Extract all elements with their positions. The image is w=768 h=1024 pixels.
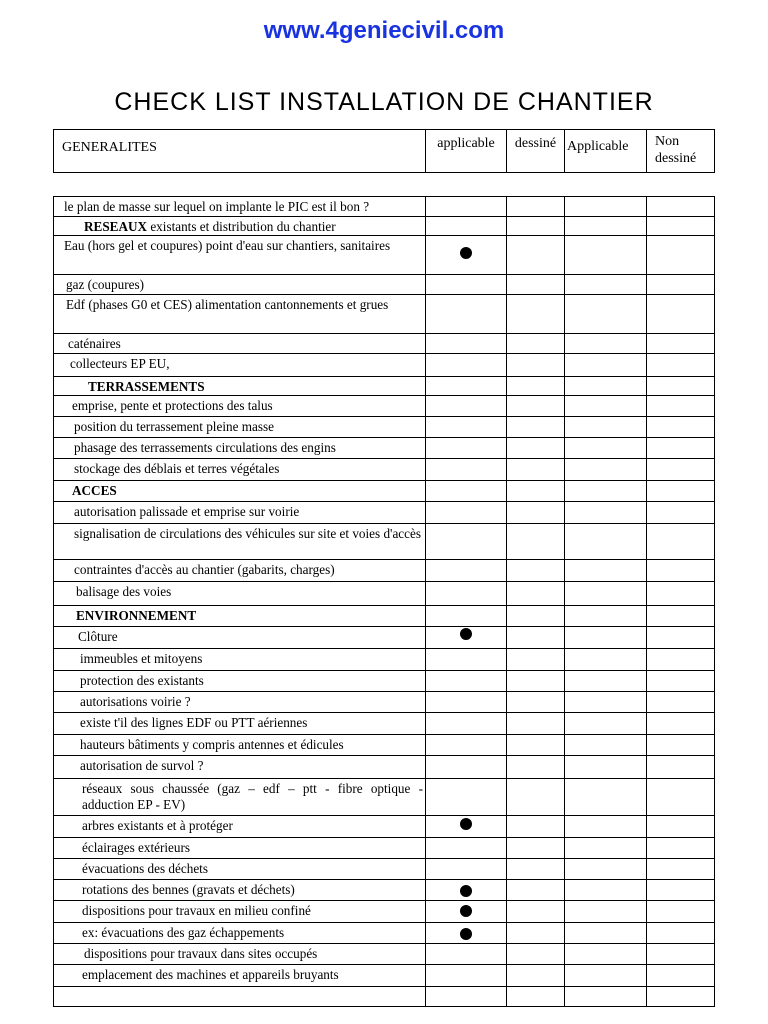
applicable-2-cell[interactable] bbox=[565, 417, 647, 438]
checklist-item-label: autorisation palissade et emprise sur voirie bbox=[54, 502, 426, 524]
non-dessine-cell[interactable] bbox=[647, 459, 715, 481]
header-dessine: dessiné bbox=[507, 130, 565, 173]
applicable-2-cell[interactable] bbox=[565, 560, 647, 582]
dessine-cell[interactable] bbox=[507, 692, 565, 713]
non-dessine-cell[interactable] bbox=[647, 944, 715, 965]
checklist-item-label: arbres existants et à protéger bbox=[54, 816, 426, 838]
dessine-cell[interactable] bbox=[507, 217, 565, 236]
checklist-row bbox=[54, 417, 715, 438]
applicable-2-cell[interactable] bbox=[565, 692, 647, 713]
applicable-cell[interactable] bbox=[426, 816, 507, 838]
applicable-cell[interactable] bbox=[426, 295, 507, 334]
dessine-cell[interactable] bbox=[507, 606, 565, 627]
applicable-2-cell[interactable] bbox=[565, 779, 647, 816]
header-non-label: Non bbox=[655, 134, 680, 149]
non-dessine-cell[interactable] bbox=[647, 524, 715, 560]
non-dessine-cell[interactable] bbox=[647, 560, 715, 582]
checklist-body bbox=[54, 197, 715, 1007]
applicable-2-cell[interactable] bbox=[565, 859, 647, 880]
non-dessine-cell[interactable] bbox=[647, 197, 715, 217]
non-dessine-cell[interactable] bbox=[647, 735, 715, 756]
dessine-cell[interactable] bbox=[507, 838, 565, 859]
non-dessine-cell[interactable] bbox=[647, 377, 715, 396]
non-dessine-cell[interactable] bbox=[647, 627, 715, 649]
section-heading: RESEAUX bbox=[84, 219, 148, 234]
dessine-cell[interactable] bbox=[507, 459, 565, 481]
checklist-item-label: ex: évacuations des gaz échappements bbox=[54, 923, 426, 944]
applicable-2-cell[interactable] bbox=[565, 502, 647, 524]
checklist-item-label: contraintes d'accès au chantier (gabarits, charges) bbox=[54, 560, 426, 582]
document-title: CHECK LIST INSTALLATION DE CHANTIER bbox=[114, 88, 654, 116]
applicable-2-cell[interactable] bbox=[565, 197, 647, 217]
dessine-cell[interactable] bbox=[507, 649, 565, 671]
applicable-cell[interactable] bbox=[426, 901, 507, 923]
checklist-row bbox=[54, 880, 715, 901]
dessine-cell[interactable] bbox=[507, 627, 565, 649]
non-dessine-cell[interactable] bbox=[647, 649, 715, 671]
dessine-cell[interactable] bbox=[507, 671, 565, 692]
dessine-cell[interactable] bbox=[507, 377, 565, 396]
applicable-2-cell[interactable] bbox=[565, 627, 647, 649]
checklist-row bbox=[54, 944, 715, 965]
applicable-cell[interactable] bbox=[426, 923, 507, 944]
checklist-item-label: emprise, pente et protections des talus bbox=[54, 396, 426, 417]
applicable-2-cell[interactable] bbox=[565, 438, 647, 459]
dessine-cell[interactable] bbox=[507, 236, 565, 275]
applicable-cell[interactable] bbox=[426, 838, 507, 859]
applicable-2-cell[interactable] bbox=[565, 582, 647, 606]
dessine-cell[interactable] bbox=[507, 901, 565, 923]
checklist-item-label: protection des existants bbox=[54, 671, 426, 692]
applicable-2-cell[interactable] bbox=[565, 713, 647, 735]
checklist-row bbox=[54, 217, 715, 236]
checked-dot-icon bbox=[460, 905, 472, 917]
checklist-row bbox=[54, 275, 715, 295]
applicable-cell[interactable] bbox=[426, 944, 507, 965]
dessine-cell[interactable] bbox=[507, 295, 565, 334]
checked-dot-icon bbox=[460, 818, 472, 830]
applicable-cell[interactable] bbox=[426, 354, 507, 377]
non-dessine-cell[interactable] bbox=[647, 838, 715, 859]
applicable-cell[interactable] bbox=[426, 606, 507, 627]
dessine-cell[interactable] bbox=[507, 965, 565, 987]
applicable-2-cell[interactable] bbox=[565, 606, 647, 627]
applicable-2-cell[interactable] bbox=[565, 880, 647, 901]
checklist-row bbox=[54, 965, 715, 987]
checklist-item-label: phasage des terrassements circulations des engins bbox=[54, 438, 426, 459]
applicable-cell[interactable] bbox=[426, 438, 507, 459]
checklist-row bbox=[54, 692, 715, 713]
non-dessine-cell[interactable] bbox=[647, 692, 715, 713]
applicable-cell[interactable] bbox=[426, 713, 507, 735]
applicable-2-cell[interactable] bbox=[565, 965, 647, 987]
header-applicable: applicable bbox=[426, 130, 507, 173]
non-dessine-cell[interactable] bbox=[647, 965, 715, 987]
applicable-2-cell[interactable] bbox=[565, 901, 647, 923]
dessine-cell[interactable] bbox=[507, 582, 565, 606]
non-dessine-cell[interactable] bbox=[647, 582, 715, 606]
header-non-dessine bbox=[647, 130, 715, 173]
dessine-cell[interactable] bbox=[507, 735, 565, 756]
checklist-row bbox=[54, 582, 715, 606]
dessine-cell[interactable] bbox=[507, 275, 565, 295]
checklist-row bbox=[54, 756, 715, 779]
checklist-item-label: immeubles et mitoyens bbox=[54, 649, 426, 671]
dessine-cell[interactable] bbox=[507, 713, 565, 735]
checklist-row bbox=[54, 816, 715, 838]
checklist-item-label: autorisations voirie ? bbox=[54, 692, 426, 713]
applicable-cell[interactable] bbox=[426, 756, 507, 779]
applicable-cell[interactable] bbox=[426, 582, 507, 606]
checklist-item-label: hauteurs bâtiments y compris antennes et édicules bbox=[54, 735, 426, 756]
checklist-row bbox=[54, 377, 715, 396]
applicable-cell[interactable] bbox=[426, 334, 507, 354]
applicable-cell[interactable] bbox=[426, 275, 507, 295]
dessine-cell[interactable] bbox=[507, 524, 565, 560]
checklist-item-label: stockage des déblais et terres végétales bbox=[54, 459, 426, 481]
applicable-cell[interactable] bbox=[426, 735, 507, 756]
checklist-item-label: Clôture bbox=[54, 627, 426, 649]
non-dessine-cell[interactable] bbox=[647, 859, 715, 880]
applicable-2-cell[interactable] bbox=[565, 354, 647, 377]
checklist-row bbox=[54, 901, 715, 923]
checklist-row bbox=[54, 354, 715, 377]
checklist-item-label: dispositions pour travaux en milieu confiné bbox=[54, 901, 426, 923]
dessine-cell[interactable] bbox=[507, 560, 565, 582]
checklist-row bbox=[54, 779, 715, 816]
non-dessine-cell[interactable] bbox=[647, 671, 715, 692]
header-applicable-2: Applicable bbox=[565, 130, 647, 173]
checklist-row bbox=[54, 396, 715, 417]
dessine-cell[interactable] bbox=[507, 756, 565, 779]
dessine-cell[interactable] bbox=[507, 481, 565, 502]
applicable-2-cell[interactable] bbox=[565, 756, 647, 779]
dessine-cell[interactable] bbox=[507, 396, 565, 417]
checklist-row bbox=[54, 713, 715, 735]
dessine-cell[interactable] bbox=[507, 197, 565, 217]
dessine-cell[interactable] bbox=[507, 944, 565, 965]
dessine-cell[interactable] bbox=[507, 334, 565, 354]
checklist-row bbox=[54, 735, 715, 756]
applicable-cell[interactable] bbox=[426, 481, 507, 502]
dessine-cell[interactable] bbox=[507, 923, 565, 944]
applicable-2-cell[interactable] bbox=[565, 671, 647, 692]
applicable-2-cell[interactable] bbox=[565, 217, 647, 236]
checklist-row bbox=[54, 838, 715, 859]
non-dessine-cell[interactable] bbox=[647, 606, 715, 627]
applicable-cell[interactable] bbox=[426, 779, 507, 816]
checklist-row bbox=[54, 236, 715, 275]
checklist-row bbox=[54, 295, 715, 334]
checked-dot-icon bbox=[460, 628, 472, 640]
non-dessine-cell[interactable] bbox=[647, 923, 715, 944]
checklist-row bbox=[54, 502, 715, 524]
applicable-2-cell[interactable] bbox=[565, 838, 647, 859]
header-generalites: GENERALITES bbox=[54, 130, 426, 173]
non-dessine-cell[interactable] bbox=[647, 295, 715, 334]
checklist-item-label bbox=[54, 217, 426, 236]
dessine-cell[interactable] bbox=[507, 354, 565, 377]
checklist-row bbox=[54, 560, 715, 582]
checked-dot-icon bbox=[460, 247, 472, 259]
applicable-cell[interactable] bbox=[426, 524, 507, 560]
checklist-item-label: rotations des bennes (gravats et déchets) bbox=[54, 880, 426, 901]
checklist-item-label: caténaires bbox=[54, 334, 426, 354]
checklist-item-label: éclairages extérieurs bbox=[54, 838, 426, 859]
section-heading: ACCES bbox=[54, 481, 426, 502]
dessine-cell[interactable] bbox=[507, 502, 565, 524]
checklist-row bbox=[54, 524, 715, 560]
checklist-row bbox=[54, 671, 715, 692]
checklist-item-label bbox=[54, 987, 426, 1007]
non-dessine-cell[interactable] bbox=[647, 236, 715, 275]
non-dessine-cell[interactable] bbox=[647, 880, 715, 901]
checklist-row bbox=[54, 606, 715, 627]
checklist-row bbox=[54, 627, 715, 649]
checklist-item-label: Edf (phases G0 et CES) alimentation cantonnements et grues bbox=[54, 295, 426, 334]
dessine-cell[interactable] bbox=[507, 987, 565, 1007]
applicable-2-cell[interactable] bbox=[565, 649, 647, 671]
applicable-2-cell[interactable] bbox=[565, 275, 647, 295]
section-heading: ENVIRONNEMENT bbox=[54, 606, 426, 627]
non-dessine-cell[interactable] bbox=[647, 779, 715, 816]
checklist-table bbox=[53, 196, 715, 1007]
applicable-2-cell[interactable] bbox=[565, 295, 647, 334]
dessine-cell[interactable] bbox=[507, 859, 565, 880]
non-dessine-cell[interactable] bbox=[647, 502, 715, 524]
applicable-cell[interactable] bbox=[426, 987, 507, 1007]
non-dessine-cell[interactable] bbox=[647, 396, 715, 417]
non-dessine-cell[interactable] bbox=[647, 901, 715, 923]
applicable-2-cell[interactable] bbox=[565, 944, 647, 965]
dessine-cell[interactable] bbox=[507, 417, 565, 438]
applicable-cell[interactable] bbox=[426, 417, 507, 438]
applicable-cell[interactable] bbox=[426, 649, 507, 671]
applicable-cell[interactable] bbox=[426, 459, 507, 481]
applicable-cell[interactable] bbox=[426, 560, 507, 582]
non-dessine-cell[interactable] bbox=[647, 481, 715, 502]
checklist-item-label: évacuations des déchets bbox=[54, 859, 426, 880]
non-dessine-cell[interactable] bbox=[647, 756, 715, 779]
section-heading: TERRASSEMENTS bbox=[54, 377, 426, 396]
checklist-row bbox=[54, 197, 715, 217]
checklist-item-label: réseaux sous chaussée (gaz – edf – ptt - fibre optique - adduction EP - EV) bbox=[54, 779, 426, 816]
applicable-2-cell[interactable] bbox=[565, 923, 647, 944]
non-dessine-cell[interactable] bbox=[647, 816, 715, 838]
non-dessine-cell[interactable] bbox=[647, 354, 715, 377]
checked-dot-icon bbox=[460, 928, 472, 940]
checklist-row bbox=[54, 459, 715, 481]
dessine-cell[interactable] bbox=[507, 880, 565, 901]
applicable-2-cell[interactable] bbox=[565, 236, 647, 275]
applicable-2-cell[interactable] bbox=[565, 459, 647, 481]
column-header-table bbox=[53, 129, 715, 173]
checklist-item-label: Eau (hors gel et coupures) point d'eau sur chantiers, sanitaires bbox=[54, 236, 426, 275]
applicable-cell[interactable] bbox=[426, 692, 507, 713]
checklist-item-text: existants et distribution du chantier bbox=[147, 219, 336, 234]
non-dessine-cell[interactable] bbox=[647, 438, 715, 459]
checklist-row bbox=[54, 859, 715, 880]
checklist-item-label: collecteurs EP EU, bbox=[54, 354, 426, 377]
checklist-item-label: signalisation de circulations des véhicules sur site et voies d'accès bbox=[54, 524, 426, 560]
non-dessine-cell[interactable] bbox=[647, 987, 715, 1007]
applicable-cell[interactable] bbox=[426, 880, 507, 901]
applicable-cell[interactable] bbox=[426, 859, 507, 880]
non-dessine-cell[interactable] bbox=[647, 713, 715, 735]
non-dessine-cell[interactable] bbox=[647, 217, 715, 236]
checklist-item-label: le plan de masse sur lequel on implante le PIC est il bon ? bbox=[54, 197, 426, 217]
checklist-item-label: emplacement des machines et appareils bruyants bbox=[54, 965, 426, 987]
non-dessine-cell[interactable] bbox=[647, 275, 715, 295]
applicable-2-cell[interactable] bbox=[565, 987, 647, 1007]
header-dessine-label: dessiné bbox=[655, 151, 697, 166]
checklist-item-label: balisage des voies bbox=[54, 582, 426, 606]
site-url-link[interactable]: www.4geniecivil.com bbox=[263, 17, 505, 44]
applicable-cell[interactable] bbox=[426, 396, 507, 417]
checklist-row bbox=[54, 438, 715, 459]
applicable-cell[interactable] bbox=[426, 217, 507, 236]
applicable-2-cell[interactable] bbox=[565, 377, 647, 396]
checklist-row bbox=[54, 987, 715, 1007]
applicable-cell[interactable] bbox=[426, 627, 507, 649]
applicable-cell[interactable] bbox=[426, 965, 507, 987]
applicable-2-cell[interactable] bbox=[565, 481, 647, 502]
dessine-cell[interactable] bbox=[507, 438, 565, 459]
applicable-2-cell[interactable] bbox=[565, 396, 647, 417]
applicable-2-cell[interactable] bbox=[565, 334, 647, 354]
non-dessine-cell[interactable] bbox=[647, 417, 715, 438]
non-dessine-cell[interactable] bbox=[647, 334, 715, 354]
checklist-item-label: gaz (coupures) bbox=[54, 275, 426, 295]
applicable-cell[interactable] bbox=[426, 236, 507, 275]
applicable-cell[interactable] bbox=[426, 377, 507, 396]
applicable-cell[interactable] bbox=[426, 197, 507, 217]
applicable-cell[interactable] bbox=[426, 671, 507, 692]
checklist-row bbox=[54, 649, 715, 671]
checklist-item-label: dispositions pour travaux dans sites occupés bbox=[54, 944, 426, 965]
checklist-row bbox=[54, 481, 715, 502]
checklist-row bbox=[54, 334, 715, 354]
applicable-2-cell[interactable] bbox=[565, 735, 647, 756]
dessine-cell[interactable] bbox=[507, 816, 565, 838]
checklist-row bbox=[54, 923, 715, 944]
checklist-item-label: autorisation de survol ? bbox=[54, 756, 426, 779]
applicable-2-cell[interactable] bbox=[565, 524, 647, 560]
applicable-cell[interactable] bbox=[426, 502, 507, 524]
checklist-item-label: position du terrassement pleine masse bbox=[54, 417, 426, 438]
checklist-item-label: existe t'il des lignes EDF ou PTT aériennes bbox=[54, 713, 426, 735]
applicable-2-cell[interactable] bbox=[565, 816, 647, 838]
checked-dot-icon bbox=[460, 885, 472, 897]
dessine-cell[interactable] bbox=[507, 779, 565, 816]
